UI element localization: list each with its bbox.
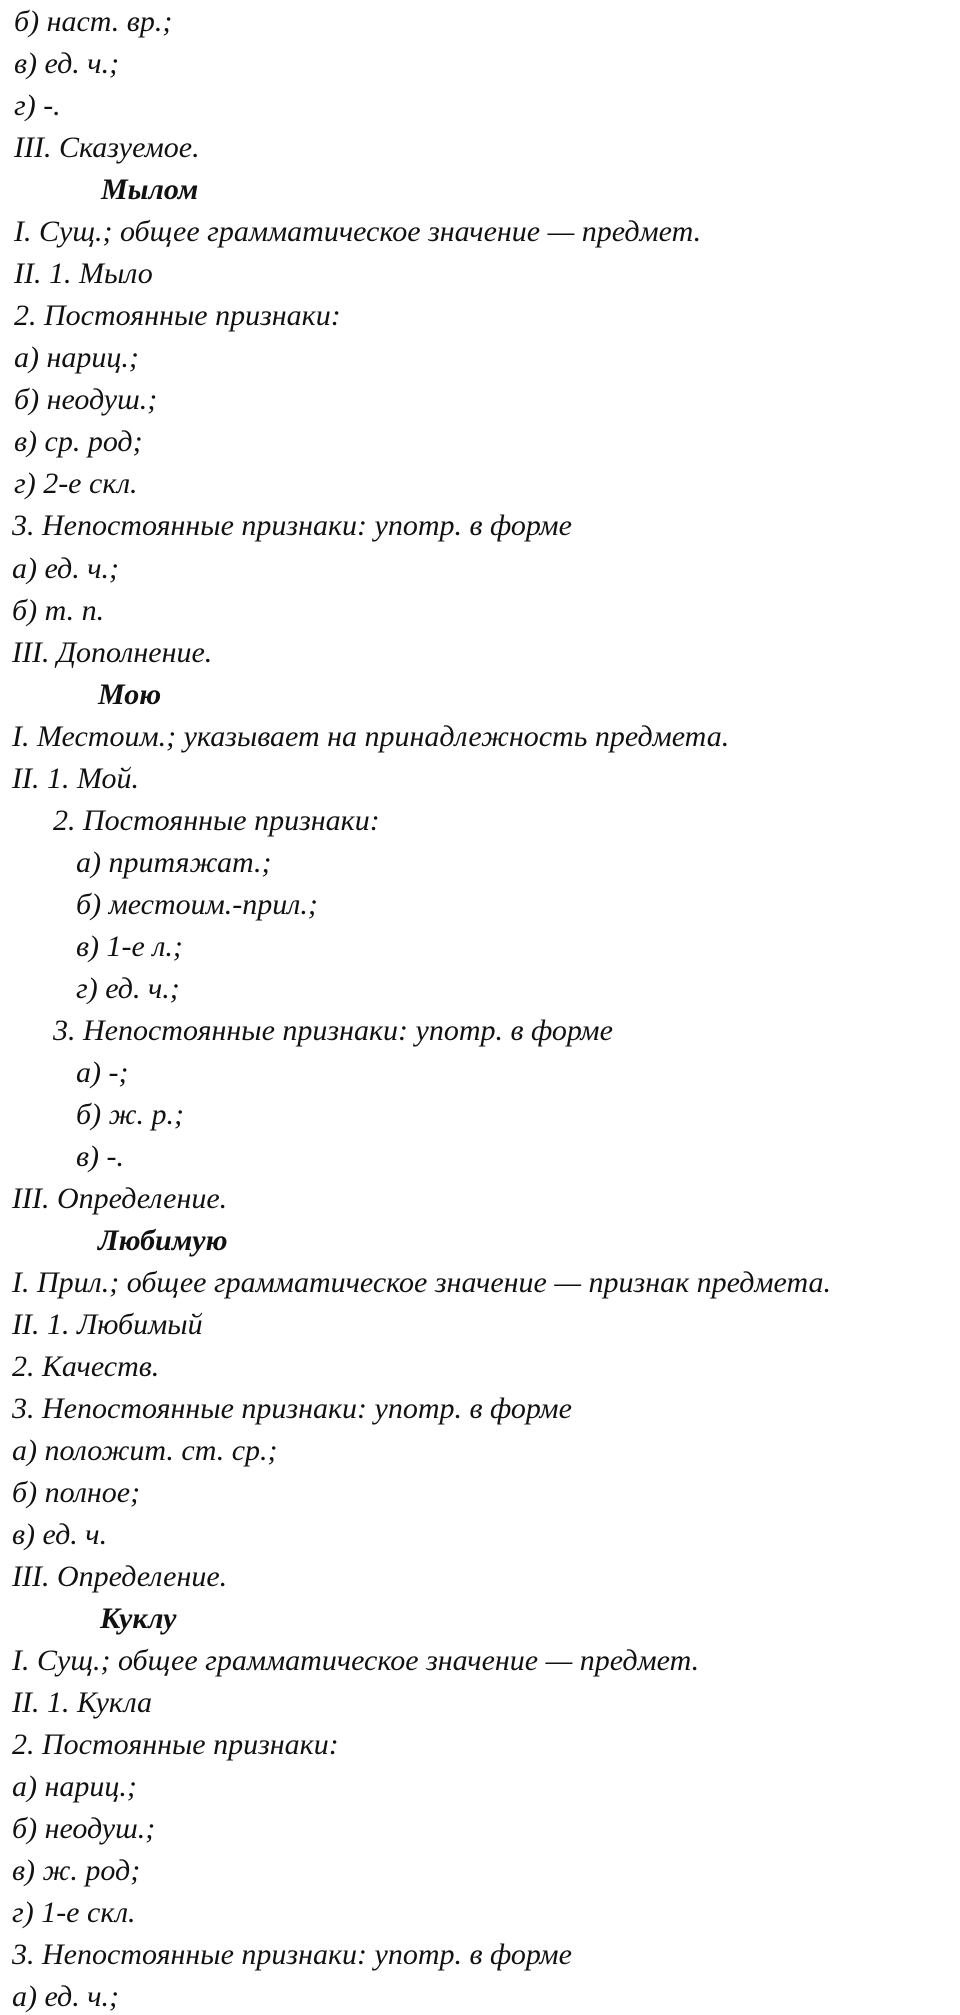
text-line: г) 1-е скл. bbox=[12, 1896, 136, 1929]
section-heading: Куклу bbox=[100, 1602, 177, 1635]
text-line: II. 1. Любимый bbox=[12, 1308, 203, 1341]
section-heading: Мылом bbox=[101, 173, 199, 206]
text-line: а) положит. ст. ср.; bbox=[12, 1434, 278, 1467]
text-line: а) нариц.; bbox=[12, 1770, 137, 1803]
text-line: г) 2-е скл. bbox=[14, 467, 138, 500]
text-line: 3. Непостоянные признаки: употр. в форме bbox=[12, 509, 572, 542]
text-line: III. Определение. bbox=[12, 1182, 228, 1215]
text-line: 3. Непостоянные признаки: употр. в форме bbox=[12, 1392, 572, 1425]
text-line: б) т. п. bbox=[12, 594, 105, 627]
text-line: а) ед. ч.; bbox=[12, 552, 120, 585]
text-line: в) ср. род; bbox=[14, 425, 143, 458]
text-line: 2. Постоянные признаки: bbox=[53, 804, 380, 837]
text-line: а) -; bbox=[76, 1056, 129, 1089]
text-line: б) ж. р.; bbox=[76, 1098, 184, 1131]
text-line: 2. Постоянные признаки: bbox=[14, 299, 341, 332]
text-line: в) ед. ч. bbox=[12, 1518, 108, 1551]
text-line: I. Сущ.; общее грамматическое значение — предмет. bbox=[12, 1644, 700, 1677]
text-line: I. Сущ.; общее грамматическое значение — предмет. bbox=[14, 215, 702, 248]
text-line: 3. Непостоянные признаки: употр. в форме bbox=[12, 1938, 572, 1971]
text-line: г) ед. ч.; bbox=[76, 972, 180, 1005]
section-heading: Любимую bbox=[98, 1224, 228, 1257]
text-line: III. Дополнение. bbox=[12, 636, 213, 669]
text-line: II. 1. Мыло bbox=[14, 257, 153, 290]
text-line: в) ж. род; bbox=[12, 1854, 141, 1887]
text-line: 3. Непостоянные признаки: употр. в форме bbox=[53, 1014, 613, 1047]
text-line: III. Сказуемое. bbox=[14, 131, 200, 164]
text-line: г) -. bbox=[14, 89, 61, 122]
text-line: 2. Постоянные признаки: bbox=[12, 1728, 339, 1761]
text-line: а) нариц.; bbox=[14, 341, 139, 374]
text-line: III. Определение. bbox=[12, 1560, 228, 1593]
text-line: в) -. bbox=[76, 1140, 125, 1173]
section-heading: Мою bbox=[98, 678, 162, 711]
text-line: б) местоим.-прил.; bbox=[76, 888, 318, 921]
text-line: а) притяжат.; bbox=[76, 846, 272, 879]
text-line: б) неодуш.; bbox=[14, 383, 158, 416]
text-line: в) ед. ч.; bbox=[14, 47, 120, 80]
text-line: б) наст. вр.; bbox=[14, 5, 173, 38]
text-line: а) ед. ч.; bbox=[12, 1980, 120, 2013]
text-line: I. Прил.; общее грамматическое значение — признак предмета. bbox=[12, 1266, 832, 1299]
text-line: в) 1-е л.; bbox=[76, 930, 183, 963]
text-line: б) неодуш.; bbox=[12, 1812, 156, 1845]
text-line: II. 1. Мой. bbox=[12, 762, 140, 795]
text-line: б) полное; bbox=[12, 1476, 141, 1509]
text-line: II. 1. Кукла bbox=[12, 1686, 153, 1719]
text-line: 2. Качеств. bbox=[12, 1350, 160, 1383]
text-line: I. Местоим.; указывает на принадлежность предмета. bbox=[12, 720, 730, 753]
